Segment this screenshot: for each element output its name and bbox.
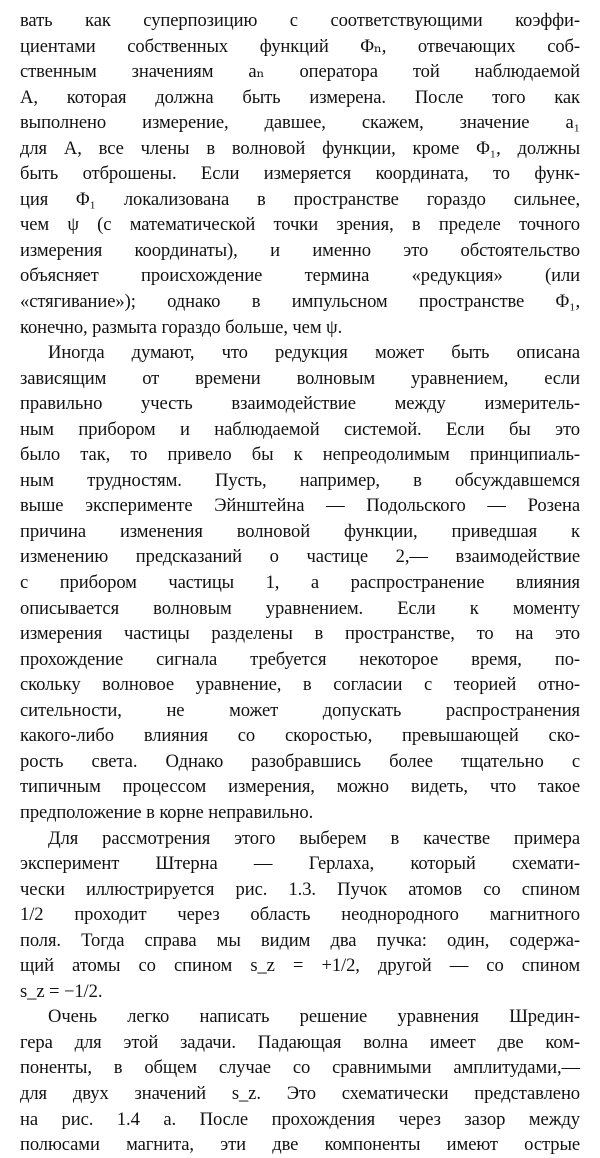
text-line: щий атомы со спином s_z = +1/2, другой — со спином: [20, 955, 580, 977]
text-line: Иногда думают, что редукция может быть описана: [48, 342, 580, 364]
text-line: предположение в корне неправильно.: [20, 801, 314, 823]
text-line: вать как суперпозицию с соответствующими коэффи-: [20, 10, 580, 31]
text-line: ция Φ₁ локализована в пространстве гораздо сильнее,: [20, 188, 580, 210]
text-line: для двух значений s_z. Это схематически представлено: [20, 1082, 580, 1104]
text-line: быть отброшены. Если измеряется координата, то функ-: [20, 163, 580, 185]
text-line: объясняет происхождение термина «редукция» (или: [20, 265, 580, 287]
paragraph: [20, 826, 580, 1005]
text-line: s_z = −1/2.: [20, 980, 103, 1002]
text-line: описывается волновым уравнением. Если к моменту: [20, 597, 580, 619]
text-line: «стягивание»); однако в импульсном пространстве Φ₁,: [20, 291, 580, 313]
text-line: прохождение сигнала требуется некоторое время, по-: [20, 648, 580, 670]
text-line: правильно учесть взаимодействие между измеритель-: [20, 393, 580, 415]
text-line: с прибором частицы 1, а распространение влияния: [20, 572, 580, 594]
text-line: 1/2 проходит через область неоднородного магнитного: [20, 904, 580, 926]
text-line: измерения частицы разделены в пространстве, то на это: [20, 623, 580, 645]
text-line: Для рассмотрения этого выберем в качестве примера: [48, 827, 580, 849]
text-line: на рис. 1.4 a. После прохождения через зазор между: [20, 1108, 580, 1130]
text-line: рость света. Однако разобравшись более тщательно с: [20, 750, 580, 772]
text-line: чем ψ (с математической точки зрения, в пределе точного: [20, 214, 580, 236]
document-page: [20, 8, 580, 1158]
text-line: выполнено измерение, давшее, скажем, значение a₁: [20, 112, 580, 134]
text-line: полюсами магнита, эти две компоненты имеют острые: [20, 1134, 580, 1156]
text-line: какого-либо влияния со скоростью, превышающей ско-: [20, 725, 580, 747]
text-line: было так, то привело бы к непреодолимым принципиаль-: [20, 444, 580, 466]
text-line: сительности, не может допускать распространения: [20, 699, 580, 721]
text-line: циентами собственных функций Φₙ, отвечающих соб-: [20, 35, 580, 57]
text-line: скольку волновое уравнение, в согласии с теорией отно-: [20, 674, 580, 696]
text-line: измерения координаты), и именно это обстоятельство: [20, 239, 580, 261]
text-line: ным трудностям. Пусть, например, в обсуждавшемся: [20, 469, 580, 491]
text-line: ным прибором и наблюдаемой системой. Если бы это: [20, 418, 580, 440]
text-line: изменению предсказаний о частице 2,— взаимодействие: [20, 546, 580, 568]
text-line: поненты, в общем случае со сравнимыми амплитудами,—: [20, 1057, 580, 1079]
text-line: для A, все члены в волновой функции, кроме Φ₁, должны: [20, 137, 580, 159]
text-line: ственным значениям aₙ оператора той наблюдаемой: [20, 61, 580, 83]
text-line: причина изменения волновой функции, приведшая к: [20, 520, 580, 542]
paragraph: [20, 1004, 580, 1157]
text-line: поля. Тогда справа мы видим два пучка: один, содержа-: [20, 929, 580, 951]
paragraph: [20, 340, 580, 825]
text-line: чески иллюстрируется рис. 1.3. Пучок атомов со спином: [20, 878, 580, 900]
paragraph: [20, 8, 580, 340]
text-line: Очень легко написать решение уравнения Шредин-: [48, 1006, 580, 1028]
text-line: конечно, размыта гораздо больше, чем ψ.: [20, 316, 343, 338]
text-line: типичным процессом измерения, можно видеть, что такое: [20, 776, 580, 798]
text-line: гера для этой задачи. Падающая волна имеет две ком-: [20, 1031, 580, 1053]
text-line: выше эксперименте Эйнштейна — Подольского — Розена: [20, 495, 580, 517]
text-line: зависящим от времени волновым уравнением, если: [20, 367, 580, 389]
text-line: эксперимент Штерна — Герлаха, который схемати-: [20, 853, 580, 875]
text-line: A, которая должна быть измерена. После того как: [20, 86, 580, 108]
